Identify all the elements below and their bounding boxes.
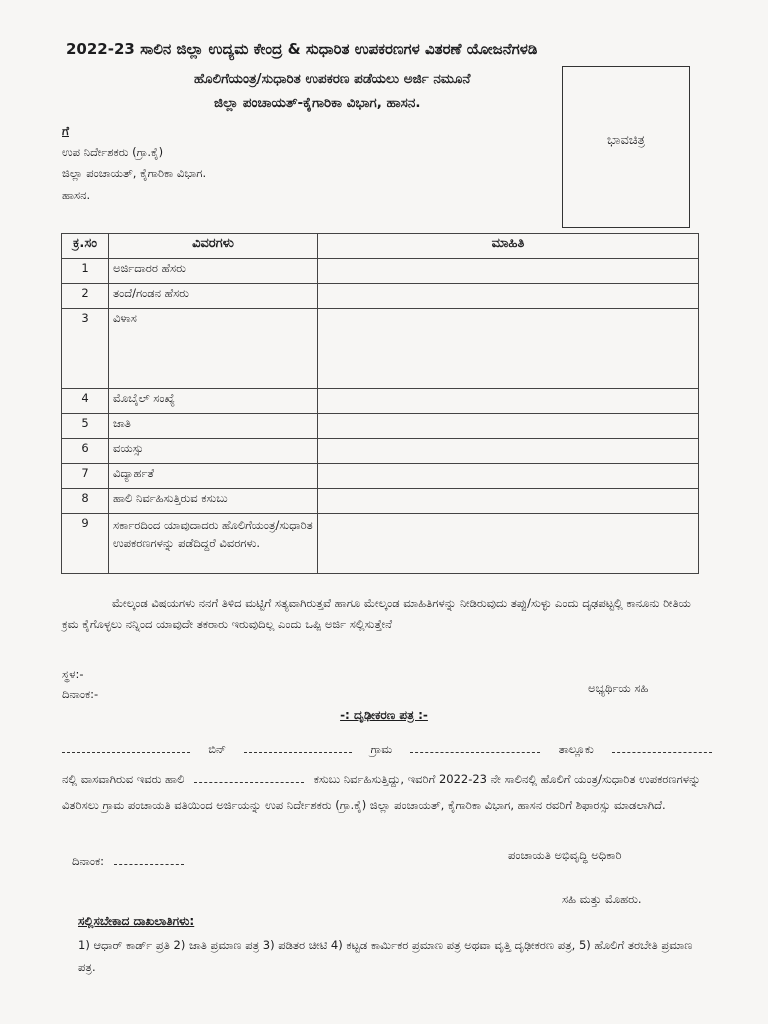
photo-box xyxy=(562,66,690,228)
row-value-field[interactable] xyxy=(318,389,699,414)
row-number: 1 xyxy=(62,259,109,284)
row-label: ವಿಳಾಸ xyxy=(109,309,318,389)
enclosures-title: ಸಲ್ಲಿಸಬೇಕಾದ ದಾಖಲಾತಿಗಳು: xyxy=(78,914,195,928)
addressee-line1: ಉಪ ನಿರ್ದೇಶಕರು (ಗ್ರಾ.ಕೈ) xyxy=(62,145,164,159)
row-number: 9 xyxy=(62,514,109,574)
row-label: ಸರ್ಕಾರದಿಂದ ಯಾವುದಾದರು ಹೊಲಿಗೆಯಂತ್ರ/ಸುಧಾರಿತ ಉಪಕರಣಗಳನ್ನು ಪಡೆದಿದ್ದರೆ ವಿವರಗಳು. xyxy=(109,514,318,574)
row-label: ವಿದ್ಯಾರ್ಹತೆ xyxy=(109,464,318,489)
enclosures-list: 1) ಆಧಾರ್ ಕಾರ್ಡ್ ಪ್ರತಿ 2) ಜಾತಿ ಪ್ರಮಾಣ ಪತ್ರ 3) ಪಡಿತರ ಚೀಟಿ 4) ಕಟ್ಟಡ ಕಾರ್ಮಿಕರ ಪ್ರಮಾಣ ಪತ್ರ ಅಥವಾ ವೃತ್ತಿ ದೃಢೀಕರಣ ಪತ್ರ, 5) ಹೊಲಿಗೆ ತರಬೇತಿ ಪ್ರಮಾಣ ಪತ್ರ. xyxy=(78,938,693,974)
bin-label: ಬಿನ್ xyxy=(208,742,227,756)
father-name-blank[interactable] xyxy=(244,742,352,753)
table-header-row xyxy=(62,234,699,259)
cert-date-label: ದಿನಾಂಕ: xyxy=(72,854,105,868)
applicant-signature-label: ಅಭ್ಯರ್ಥಿಯ ಸಹಿ xyxy=(588,681,649,695)
declaration-text: ಮೇಲ್ಕಂಡ ವಿಷಯಗಳು ನನಗೆ ತಿಳಿದ ಮಟ್ಟಿಗೆ ಸತ್ಯವಾಗಿರುತ್ತವೆ ಹಾಗೂ ಮೇಲ್ಕಂಡ ಮಾಹಿತಿಗಳನ್ನು ನೀಡಿರುವುದು ತಪ್ಪು/ಸುಳ್ಳು ಎಂದು ದೃಢಪಟ್ಟಲ್ಲಿ ಕಾನೂನು ರೀತಿಯ ಕ್ರಮ ಕೈಗೊಳ್ಳಲು ನನ್ನಿಂದ ಯಾವುದೇ ತಕರಾರು ಇರುವುದಿಲ್ಲ ಎಂದು ಒಪ್ಪಿ ಅರ್ಜಿ ಸಲ್ಲಿಸುತ್ತೇನೆ xyxy=(62,596,691,631)
table-row xyxy=(62,439,699,464)
grama-label: ಗ್ರಾಮ xyxy=(370,742,393,756)
row-label: ಹಾಲಿ ನಿರ್ವಹಿಸುತ್ತಿರುವ ಕಸುಬು xyxy=(109,489,318,514)
col-header-information: ಮಾಹಿತಿ xyxy=(318,234,699,259)
form-title-line1: 2022-23 ಸಾಲಿನ ಜಿಲ್ಲಾ ಉದ್ಯಮ ಕೇಂದ್ರ & ಸುಧಾರಿತ ಉಪಕರಣಗಳ ವಿತರಣೆ ಯೋಜನೆಗಳಡಿ xyxy=(66,40,538,58)
village-blank[interactable] xyxy=(410,742,540,753)
taluku-label: ತಾಲ್ಲೂಕು xyxy=(558,742,594,756)
row-value-field[interactable] xyxy=(318,259,699,284)
table-row xyxy=(62,284,699,309)
row-number: 3 xyxy=(62,309,109,389)
certificate-title: -: ದೃಢೀಕರಣ ಪತ್ರ :- xyxy=(340,708,428,722)
row-number: 5 xyxy=(62,414,109,439)
row-value-field[interactable] xyxy=(318,464,699,489)
row-value-field[interactable] xyxy=(318,514,699,574)
table-row xyxy=(62,259,699,284)
addressee-line2: ಜಿಲ್ಲಾ ಪಂಚಾಯತ್, ಕೈಗಾರಿಕಾ ವಿಭಾಗ. xyxy=(62,166,207,180)
col-header-details: ವಿವರಗಳು xyxy=(109,234,318,259)
form-title-line2: ಹೊಲಿಗೆಯಂತ್ರ/ಸುಧಾರಿತ ಉಪಕರಣ ಪಡೆಯಲು ಅರ್ಜಿ ನಮೂನೆ xyxy=(194,71,471,87)
details-table xyxy=(61,233,699,574)
table-row xyxy=(62,514,699,574)
certificate-fill-line xyxy=(62,742,712,757)
date-label: ದಿನಾಂಕ:- xyxy=(62,687,99,701)
place-label: ಸ್ಥಳ:- xyxy=(62,667,84,681)
form-title-line3: ಜಿಲ್ಲಾ ಪಂಚಾಯತ್-ಕೈಗಾರಿಕಾ ವಿಭಾಗ, ಹಾಸನ. xyxy=(214,95,421,111)
cert-date-blank[interactable] xyxy=(114,854,184,865)
row-value-field[interactable] xyxy=(318,309,699,389)
table-row xyxy=(62,309,699,389)
row-value-field[interactable] xyxy=(318,489,699,514)
addressee-line3: ಹಾಸನ. xyxy=(62,188,91,202)
row-number: 8 xyxy=(62,489,109,514)
occupation-blank[interactable] xyxy=(194,772,304,783)
certificate-text-part-a: ನಲ್ಲಿ ವಾಸವಾಗಿರುವ ಇವರು ಹಾಲಿ xyxy=(62,772,185,786)
signature-seal-label: ಸಹಿ ಮತ್ತು ಮೊಹರು. xyxy=(562,892,642,906)
pdo-label: ಪಂಚಾಯತಿ ಅಭಿವೃದ್ಧಿ ಅಧಿಕಾರಿ xyxy=(508,848,622,862)
taluk-blank[interactable] xyxy=(612,742,712,753)
cert-date-row xyxy=(72,854,184,869)
row-label: ತಂದೆ/ಗಂಡನ ಹೆಸರು xyxy=(109,284,318,309)
table-row xyxy=(62,389,699,414)
row-number: 7 xyxy=(62,464,109,489)
row-label: ವಯಸ್ಸು xyxy=(109,439,318,464)
row-number: 4 xyxy=(62,389,109,414)
row-value-field[interactable] xyxy=(318,414,699,439)
col-header-sl-no: ಕ್ರ.ಸಂ xyxy=(62,234,109,259)
table-row xyxy=(62,414,699,439)
row-number: 6 xyxy=(62,439,109,464)
certificate-text-part-b: ಕಸುಬು ನಿರ್ವಹಿಸುತ್ತಿದ್ದು, ಇವರಿಗೆ 2022-23 ನೇ ಸಾಲಿನಲ್ಲಿ ಹೊಲಿಗೆ ಯಂತ್ರ/ಸುಧಾರಿತ ಉಪಕರಣಗಳನ್ನು ವಿತರಿಸಲು ಗ್ರಾಮ ಪಂಚಾಯತಿ ವತಿಯಿಂದ ಅರ್ಜಿಯನ್ನು ಉಪ ನಿರ್ದೇಶಕರು (ಗ್ರಾ.ಕೈ) ಜಿಲ್ಲಾ ಪಂಚಾಯತ್, ಕೈಗಾರಿಕಾ ವಿಭಾಗ, ಹಾಸನ ರವರಿಗೆ ಶಿಫಾರಸ್ಸು ಮಾಡಲಾಗಿದೆ. xyxy=(62,772,701,812)
table-row xyxy=(62,464,699,489)
photo-label: ಭಾವಚಿತ್ರ xyxy=(607,133,645,148)
row-number: 2 xyxy=(62,284,109,309)
certificate-text xyxy=(62,766,712,818)
to-label: ಗೆ xyxy=(62,124,69,138)
name-blank[interactable] xyxy=(62,742,190,753)
row-value-field[interactable] xyxy=(318,439,699,464)
row-label: ಅರ್ಜಿದಾರರ ಹೆಸರು xyxy=(109,259,318,284)
row-label: ಮೊಬೈಲ್ ಸಂಖ್ಯೆ xyxy=(109,389,318,414)
row-value-field[interactable] xyxy=(318,284,699,309)
table-row xyxy=(62,489,699,514)
row-label: ಜಾತಿ xyxy=(109,414,318,439)
